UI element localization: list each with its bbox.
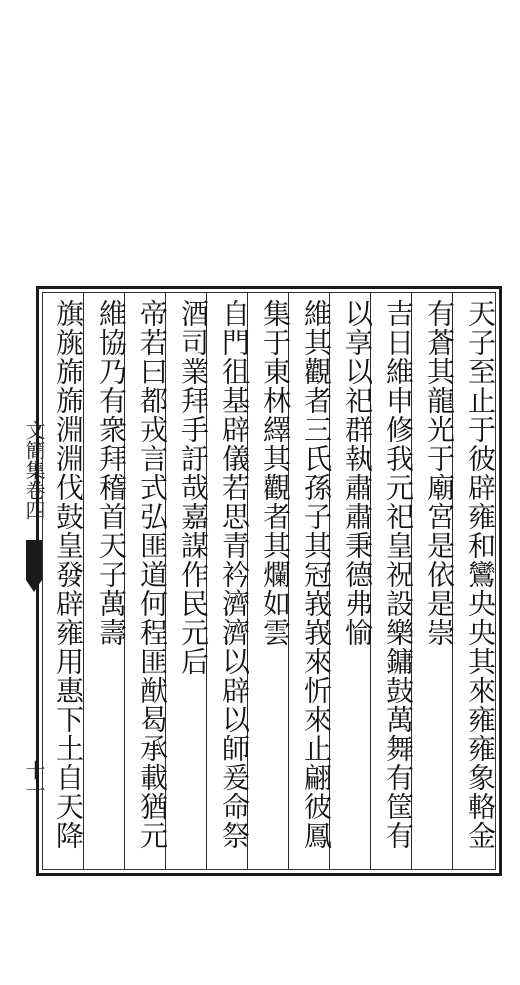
- column-text: 旗旐旆旆淵淵伐鼓: [52, 299, 85, 531]
- text-column-8: [173, 299, 213, 863]
- column-text-continuation: 命祭: [218, 792, 251, 850]
- text-column-7: [214, 299, 254, 863]
- text-column-6: [255, 299, 295, 863]
- fore-edge-page-number: 十一: [22, 760, 46, 800]
- column-text-continuation: 皇發辟雍用惠下土自天降: [52, 531, 85, 850]
- column-text: 酒司業拜手訏哉嘉謀作民元后: [177, 299, 210, 676]
- text-column-9: [132, 299, 172, 863]
- text-frame-inner: [42, 292, 496, 870]
- text-column-1: [460, 299, 500, 863]
- fore-edge-title: 文簡集卷四: [22, 420, 46, 520]
- text-column-2: [419, 299, 459, 863]
- column-text: 吉日維申修我元祀皇祝設樂鏞鼓萬舞有筐有: [382, 299, 415, 850]
- column-text: 帝若曰都戎言式弘匪道何程匪猷曷承載猶元: [136, 299, 169, 850]
- column-text-continuation: 天子萬壽: [95, 531, 128, 647]
- column-text: 自門徂基辟儀若思青衿濟濟以辟以師爰: [218, 299, 251, 792]
- column-text: 集于東林繹其觀者其爛如雲: [259, 299, 292, 647]
- column-text: 有蒼其龍光于廟宮是依是崇: [423, 299, 456, 647]
- column-text: 天子至止于彼辟雍和鸞央央其來雍雍象輅金: [464, 299, 497, 850]
- text-column-5: [296, 299, 336, 863]
- text-column-4: [337, 299, 377, 863]
- column-text: 維其觀者三氏孫子其冠峩峩來忻來止翩彼鳳: [300, 299, 333, 850]
- column-text: 維協乃有衆拜稽首: [95, 299, 128, 531]
- text-column-11: [48, 299, 88, 863]
- text-column-10: [91, 299, 131, 863]
- text-column-3: [378, 299, 418, 863]
- text-frame: [36, 286, 502, 876]
- column-text: 以享以祀群執肅肅秉德弗愉: [341, 299, 374, 647]
